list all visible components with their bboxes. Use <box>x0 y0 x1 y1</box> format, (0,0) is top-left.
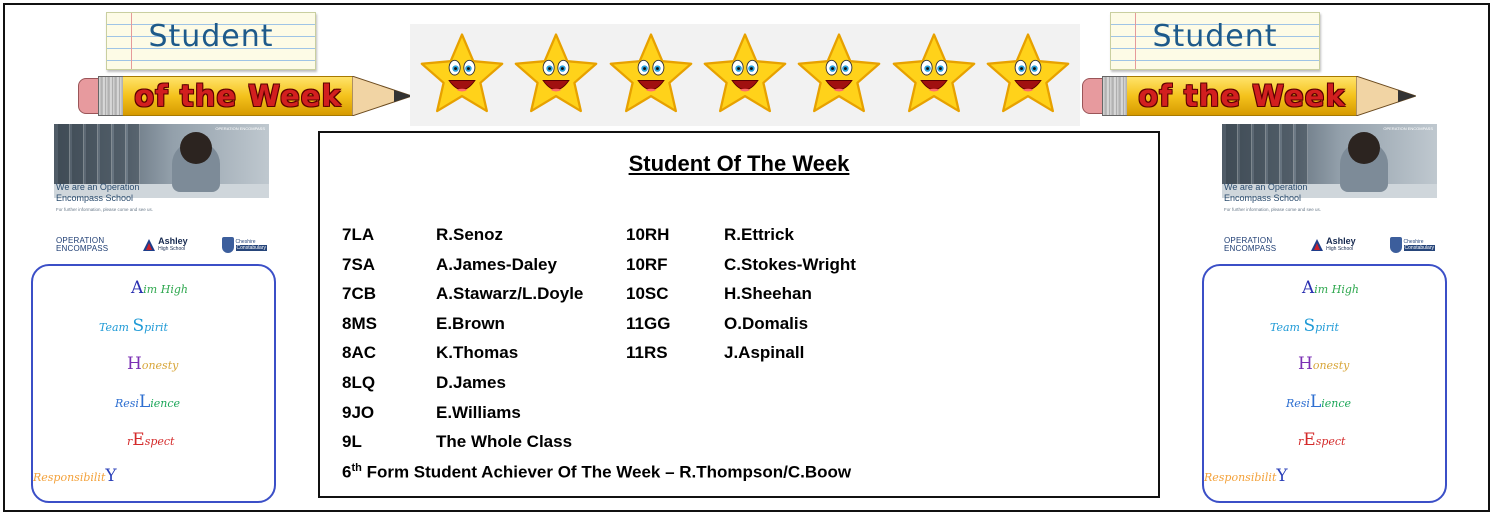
operation-encompass-poster-left <box>54 124 269 257</box>
police-crest-icon <box>222 237 234 253</box>
pencil-tip-icon <box>1356 76 1416 116</box>
form-code: 9JO <box>342 402 375 422</box>
banner-of-the-week-text: of the Week <box>1138 79 1346 113</box>
cheshire-constabulary-logo: Cheshire Constabulary <box>222 237 267 253</box>
list-row <box>342 284 583 314</box>
list-row <box>626 225 856 255</box>
list-row <box>626 343 856 373</box>
smiling-star-icon <box>605 28 697 122</box>
photo-tag: OPERATION ENCOMPASS <box>1383 126 1433 131</box>
list-row <box>626 314 856 344</box>
value-respect: rEspect <box>127 430 175 450</box>
pencil-body <box>123 76 353 116</box>
poster-headline: We are an Operation Encompass School <box>1224 182 1308 203</box>
poster-subtext: For further information, please come and see us. <box>1224 207 1322 212</box>
pencil-eraser <box>1082 78 1104 114</box>
pencil-graphic <box>78 72 413 120</box>
list-row <box>626 284 856 314</box>
student-name: J.Aspinall <box>724 343 805 363</box>
student-name: E.Brown <box>436 313 505 333</box>
poster-headline: We are an Operation Encompass School <box>56 182 140 203</box>
value-honesty: Honesty <box>127 354 179 374</box>
poster-logos <box>1222 234 1437 256</box>
smiling-star-icon <box>793 28 885 122</box>
student-name: E.Williams <box>436 402 521 422</box>
student-name: C.Stokes-Wright <box>724 254 856 274</box>
cheshire-constabulary-logo: Cheshire Constabulary <box>1390 237 1435 253</box>
student-name: The Whole Class <box>436 432 573 452</box>
banner-of-the-week-text: of the Week <box>134 79 342 113</box>
poster-subtext: For further information, please come and see us. <box>56 207 154 212</box>
student-name: R.Ettrick <box>724 225 794 244</box>
ashley-school-logo: Ashley High School <box>1310 237 1356 253</box>
pencil-ferrule <box>98 76 124 116</box>
value-team-spirit: Team Spirit <box>99 316 168 336</box>
form-code: 11GG <box>626 313 671 333</box>
operation-encompass-logo: OPERATION ENCOMPASS <box>56 236 109 253</box>
list-title: Student Of The Week <box>628 151 850 176</box>
ashley-crest-icon <box>142 238 156 252</box>
student-name: A.James-Daley <box>436 254 557 274</box>
list-row <box>342 403 583 433</box>
student-of-the-week-banner-right <box>1082 10 1417 122</box>
pencil-eraser <box>78 78 100 114</box>
smiling-star-icon <box>982 28 1074 122</box>
value-aim-high: Aim High <box>1302 278 1359 298</box>
form-code: 7CB <box>342 284 377 304</box>
form-code: 7LA <box>342 225 375 244</box>
smiling-star-icon <box>510 28 602 122</box>
list-column-1 <box>342 225 583 462</box>
form-code: 10RH <box>626 225 670 244</box>
list-row <box>342 225 583 255</box>
student-name: O.Domalis <box>724 313 809 333</box>
form-code: 8MS <box>342 313 377 333</box>
pencil-ferrule <box>1102 76 1128 116</box>
form-code: 10SC <box>626 284 669 304</box>
operation-encompass-logo: OPERATION ENCOMPASS <box>1224 236 1277 253</box>
pencil-graphic <box>1082 72 1417 120</box>
list-row <box>626 255 856 285</box>
student-name: K.Thomas <box>436 343 519 363</box>
school-values-box-left <box>31 264 276 503</box>
police-crest-icon <box>1390 237 1402 253</box>
note-card <box>106 12 316 70</box>
photo-tag: OPERATION ENCOMPASS <box>215 126 265 131</box>
list-row <box>342 343 583 373</box>
form-code: 10RF <box>626 254 668 274</box>
list-row <box>342 314 583 344</box>
sixth-form-achiever: 6th Form Student Achiever Of The Week – R.Thompson/C.Boow <box>342 462 852 482</box>
value-responsibility: ResponsibilitY <box>1204 466 1288 486</box>
banner-student-word: Student <box>148 19 274 54</box>
value-resilience: ResiLience <box>115 392 181 412</box>
smiling-star-icon <box>416 28 508 122</box>
smiling-star-icon <box>888 28 980 122</box>
value-resilience: ResiLience <box>1286 392 1352 412</box>
list-column-2 <box>626 225 856 373</box>
operation-encompass-poster-right <box>1222 124 1437 257</box>
value-aim-high: Aim High <box>131 278 188 298</box>
value-respect: rEspect <box>1298 430 1346 450</box>
list-row <box>342 255 583 285</box>
smiling-star-icon <box>699 28 791 122</box>
student-of-the-week-list <box>318 131 1160 498</box>
pencil-body <box>1127 76 1357 116</box>
form-code: 11RS <box>626 343 668 363</box>
banner-student-word: Student <box>1152 19 1278 54</box>
student-of-the-week-banner-left <box>78 10 413 122</box>
list-row <box>342 432 583 462</box>
student-name: D.James <box>436 372 506 392</box>
list-row <box>342 373 583 403</box>
form-code: 7SA <box>342 254 376 274</box>
pencil-tip-icon <box>352 76 412 116</box>
value-responsibility: ResponsibilitY <box>33 466 117 486</box>
value-team-spirit: Team Spirit <box>1270 316 1339 336</box>
form-code: 9L <box>342 432 362 452</box>
student-name: A.Stawarz/L.Doyle <box>436 284 584 304</box>
student-name: H.Sheehan <box>724 284 812 304</box>
student-name: R.Senoz <box>436 225 504 244</box>
form-code: 8LQ <box>342 372 376 392</box>
ashley-crest-icon <box>1310 238 1324 252</box>
school-values-box-right <box>1202 264 1447 503</box>
star-row <box>410 24 1080 126</box>
value-honesty: Honesty <box>1298 354 1350 374</box>
form-code: 8AC <box>342 343 377 363</box>
poster-logos <box>54 234 269 256</box>
ashley-school-logo: Ashley High School <box>142 237 188 253</box>
note-card <box>1110 12 1320 70</box>
